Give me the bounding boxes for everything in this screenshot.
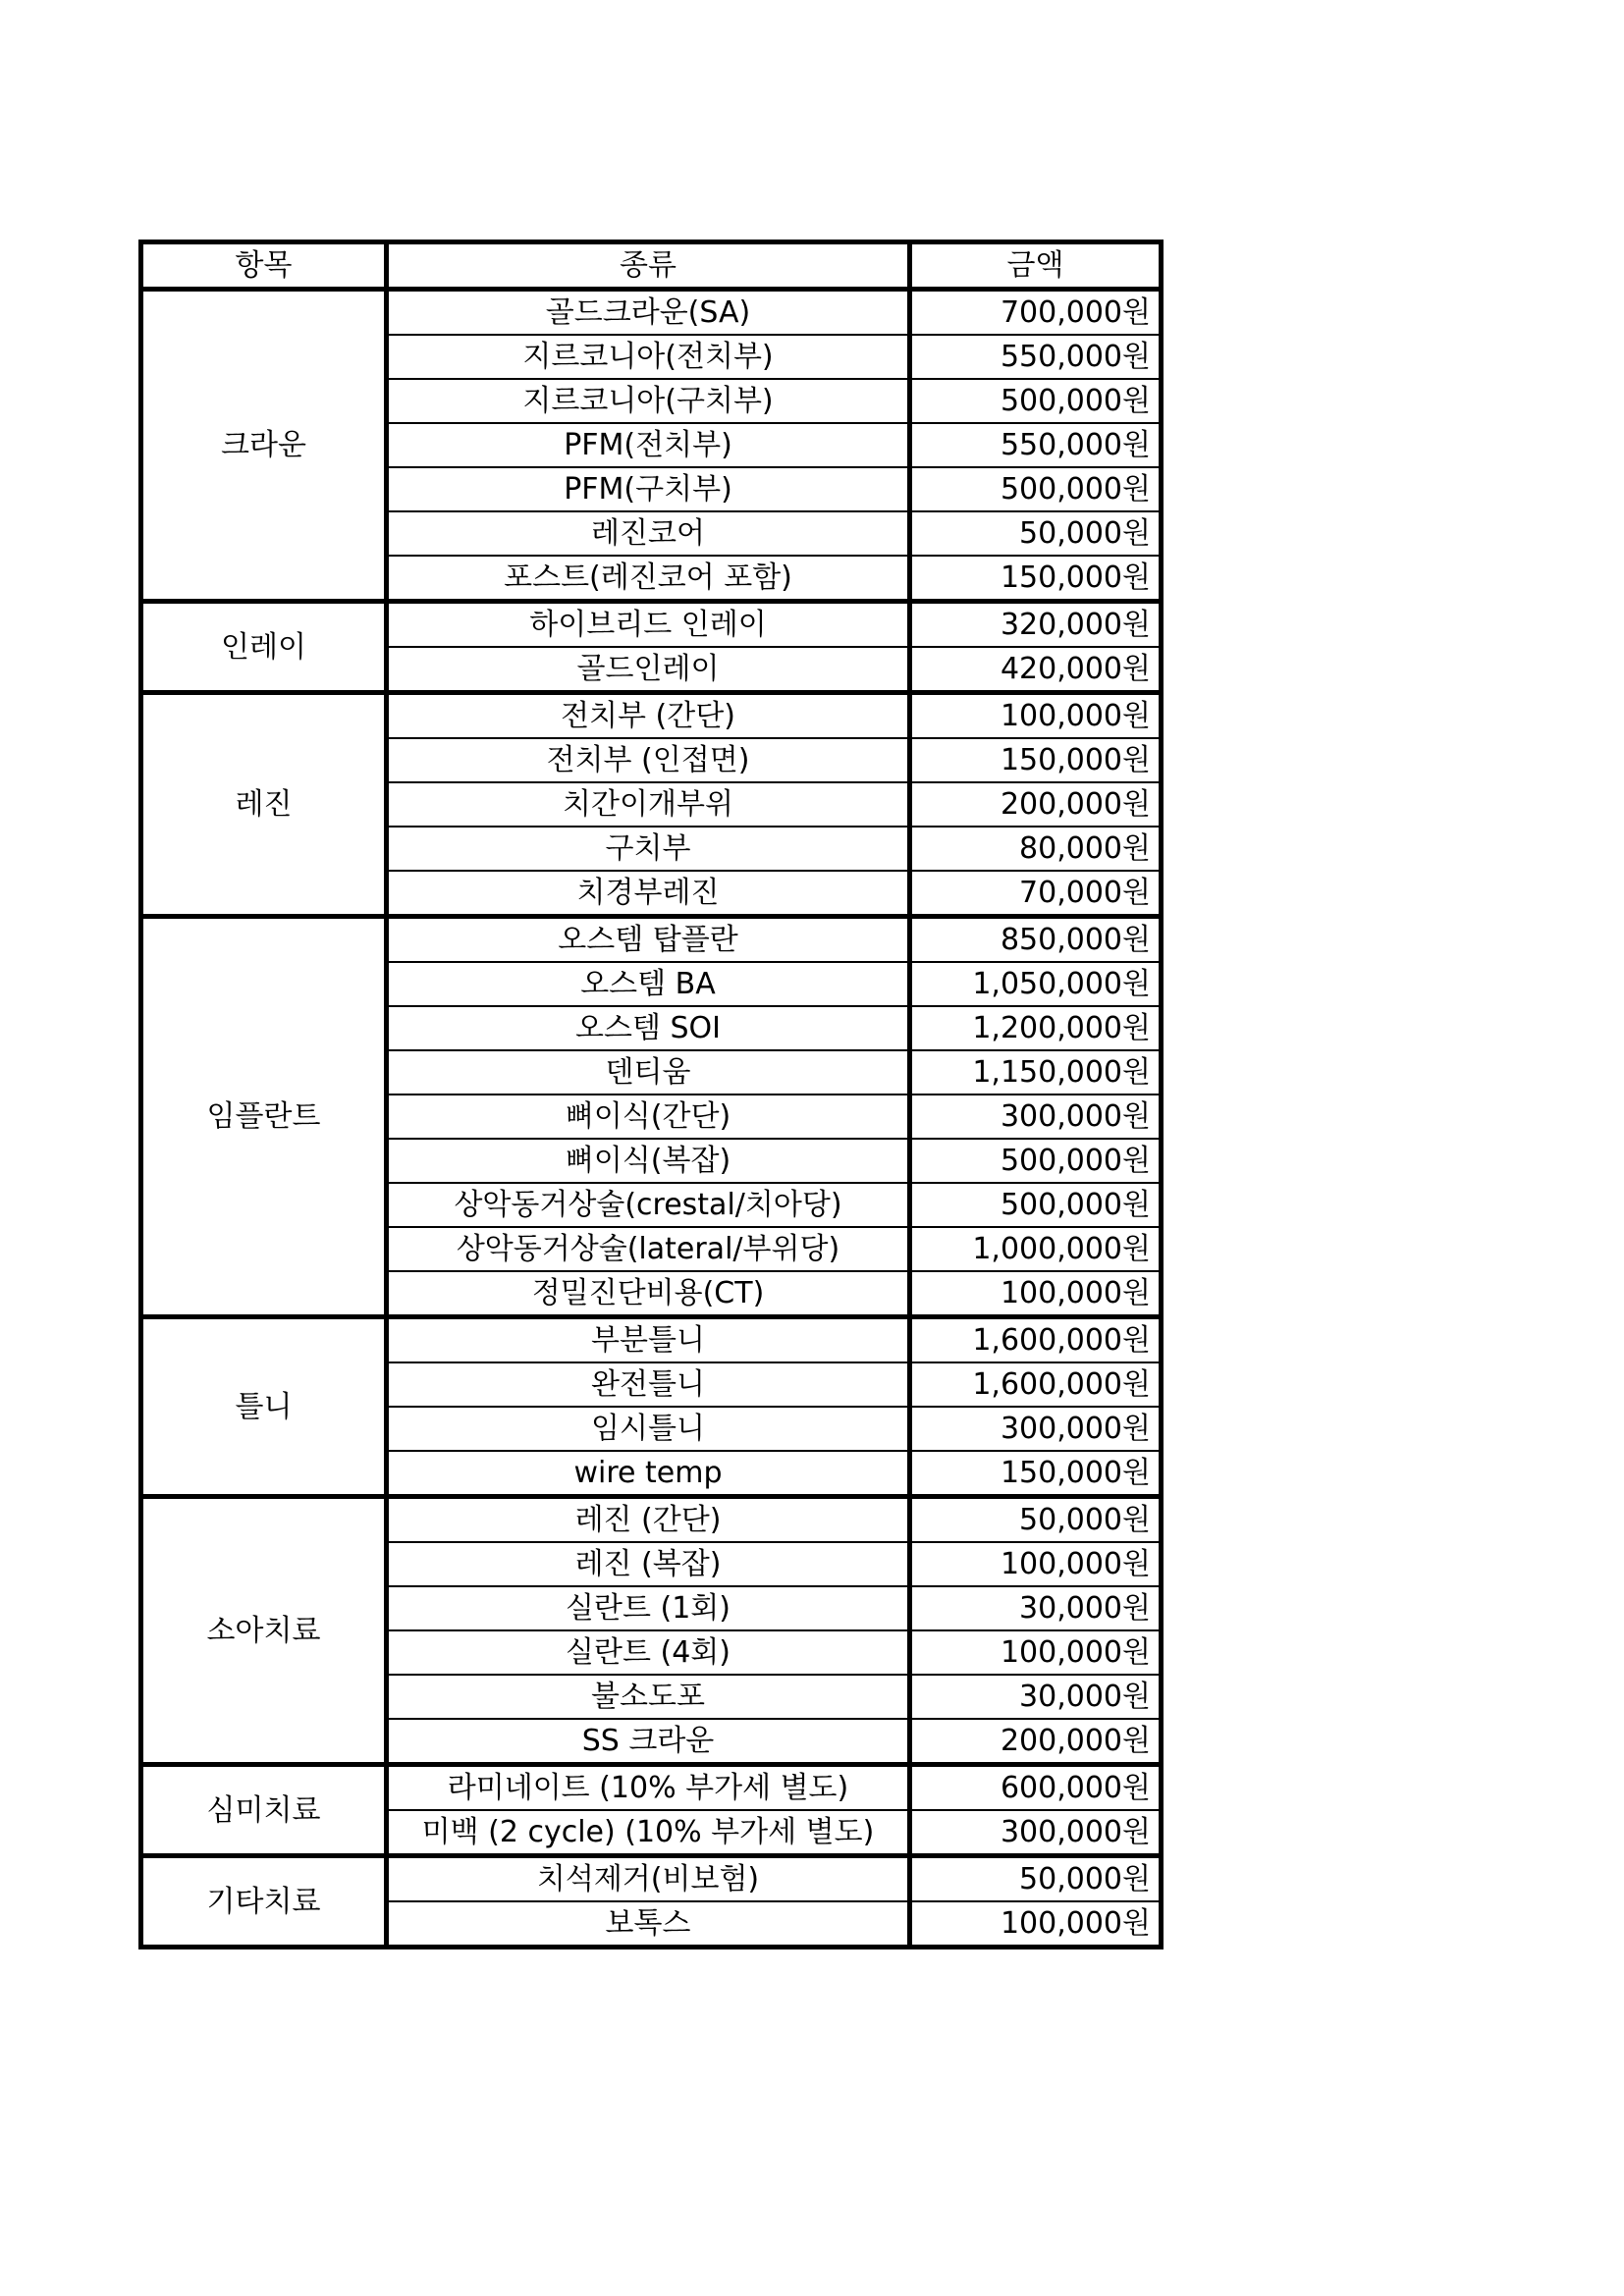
- category-cell: 틀니: [141, 1317, 387, 1497]
- category-cell: 레진: [141, 693, 387, 917]
- amount-cell: 30,000원: [910, 1675, 1162, 1719]
- amount-cell: 100,000원: [910, 693, 1162, 739]
- amount-cell: 320,000원: [910, 602, 1162, 648]
- type-cell: 레진코어: [387, 511, 910, 556]
- amount-cell: 300,000원: [910, 1810, 1162, 1856]
- amount-cell: 500,000원: [910, 1183, 1162, 1227]
- amount-cell: 1,200,000원: [910, 1006, 1162, 1050]
- amount-cell: 300,000원: [910, 1407, 1162, 1451]
- type-cell: 불소도포: [387, 1675, 910, 1719]
- type-cell: 오스템 SOI: [387, 1006, 910, 1050]
- amount-cell: 100,000원: [910, 1630, 1162, 1675]
- header-category: 항목: [141, 242, 387, 290]
- amount-cell: 100,000원: [910, 1271, 1162, 1317]
- amount-cell: 1,150,000원: [910, 1050, 1162, 1095]
- table-row: [141, 693, 1162, 739]
- amount-cell: 550,000원: [910, 335, 1162, 379]
- type-cell: 오스템 BA: [387, 962, 910, 1006]
- amount-cell: 50,000원: [910, 1497, 1162, 1543]
- type-cell: 지르코니아(구치부): [387, 379, 910, 423]
- type-cell: 골드인레이: [387, 647, 910, 693]
- type-cell: 하이브리드 인레이: [387, 602, 910, 648]
- category-cell: 기타치료: [141, 1856, 387, 1948]
- category-cell: 심미치료: [141, 1765, 387, 1856]
- type-cell: wire temp: [387, 1451, 910, 1497]
- type-cell: 레진 (간단): [387, 1497, 910, 1543]
- amount-cell: 150,000원: [910, 1451, 1162, 1497]
- category-cell: 인레이: [141, 602, 387, 693]
- type-cell: SS 크라운: [387, 1719, 910, 1765]
- amount-cell: 300,000원: [910, 1095, 1162, 1139]
- table-row: [141, 602, 1162, 648]
- amount-cell: 1,000,000원: [910, 1227, 1162, 1271]
- type-cell: 전치부 (간단): [387, 693, 910, 739]
- type-cell: 치경부레진: [387, 871, 910, 917]
- amount-cell: 420,000원: [910, 647, 1162, 693]
- type-cell: 보톡스: [387, 1901, 910, 1948]
- amount-cell: 50,000원: [910, 511, 1162, 556]
- type-cell: 실란트 (1회): [387, 1586, 910, 1630]
- type-cell: 포스트(레진코어 포함): [387, 556, 910, 602]
- type-cell: 전치부 (인접면): [387, 738, 910, 782]
- table-row: [141, 1765, 1162, 1811]
- amount-cell: 500,000원: [910, 467, 1162, 511]
- header-row: [141, 242, 1162, 290]
- type-cell: 뼈이식(복잡): [387, 1139, 910, 1183]
- table-row: [141, 290, 1162, 336]
- type-cell: 치석제거(비보험): [387, 1856, 910, 1902]
- header-amount: 금액: [910, 242, 1162, 290]
- amount-cell: 50,000원: [910, 1856, 1162, 1902]
- table-row: [141, 1856, 1162, 1902]
- table-row: [141, 1497, 1162, 1543]
- amount-cell: 500,000원: [910, 1139, 1162, 1183]
- type-cell: 덴티움: [387, 1050, 910, 1095]
- amount-cell: 550,000원: [910, 423, 1162, 467]
- price-table-body: [141, 290, 1162, 1948]
- amount-cell: 1,600,000원: [910, 1317, 1162, 1363]
- amount-cell: 700,000원: [910, 290, 1162, 336]
- amount-cell: 80,000원: [910, 827, 1162, 871]
- table-row: [141, 917, 1162, 963]
- amount-cell: 150,000원: [910, 556, 1162, 602]
- category-cell: 소아치료: [141, 1497, 387, 1765]
- amount-cell: 600,000원: [910, 1765, 1162, 1811]
- type-cell: 상악동거상술(crestal/치아당): [387, 1183, 910, 1227]
- type-cell: 임시틀니: [387, 1407, 910, 1451]
- type-cell: 미백 (2 cycle) (10% 부가세 별도): [387, 1810, 910, 1856]
- type-cell: 실란트 (4회): [387, 1630, 910, 1675]
- header-type: 종류: [387, 242, 910, 290]
- amount-cell: 200,000원: [910, 1719, 1162, 1765]
- type-cell: 라미네이트 (10% 부가세 별도): [387, 1765, 910, 1811]
- category-cell: 임플란트: [141, 917, 387, 1317]
- amount-cell: 850,000원: [910, 917, 1162, 963]
- amount-cell: 100,000원: [910, 1542, 1162, 1586]
- amount-cell: 1,050,000원: [910, 962, 1162, 1006]
- type-cell: PFM(전치부): [387, 423, 910, 467]
- type-cell: PFM(구치부): [387, 467, 910, 511]
- type-cell: 뼈이식(간단): [387, 1095, 910, 1139]
- type-cell: 구치부: [387, 827, 910, 871]
- type-cell: 지르코니아(전치부): [387, 335, 910, 379]
- type-cell: 부분틀니: [387, 1317, 910, 1363]
- amount-cell: 1,600,000원: [910, 1362, 1162, 1407]
- amount-cell: 30,000원: [910, 1586, 1162, 1630]
- type-cell: 상악동거상술(lateral/부위당): [387, 1227, 910, 1271]
- type-cell: 오스템 탑플란: [387, 917, 910, 963]
- table-row: [141, 1317, 1162, 1363]
- amount-cell: 70,000원: [910, 871, 1162, 917]
- category-cell: 크라운: [141, 290, 387, 602]
- amount-cell: 150,000원: [910, 738, 1162, 782]
- amount-cell: 500,000원: [910, 379, 1162, 423]
- price-table: [138, 240, 1164, 1949]
- type-cell: 레진 (복잡): [387, 1542, 910, 1586]
- type-cell: 정밀진단비용(CT): [387, 1271, 910, 1317]
- amount-cell: 200,000원: [910, 782, 1162, 827]
- amount-cell: 100,000원: [910, 1901, 1162, 1948]
- type-cell: 완전틀니: [387, 1362, 910, 1407]
- type-cell: 치간이개부위: [387, 782, 910, 827]
- type-cell: 골드크라운(SA): [387, 290, 910, 336]
